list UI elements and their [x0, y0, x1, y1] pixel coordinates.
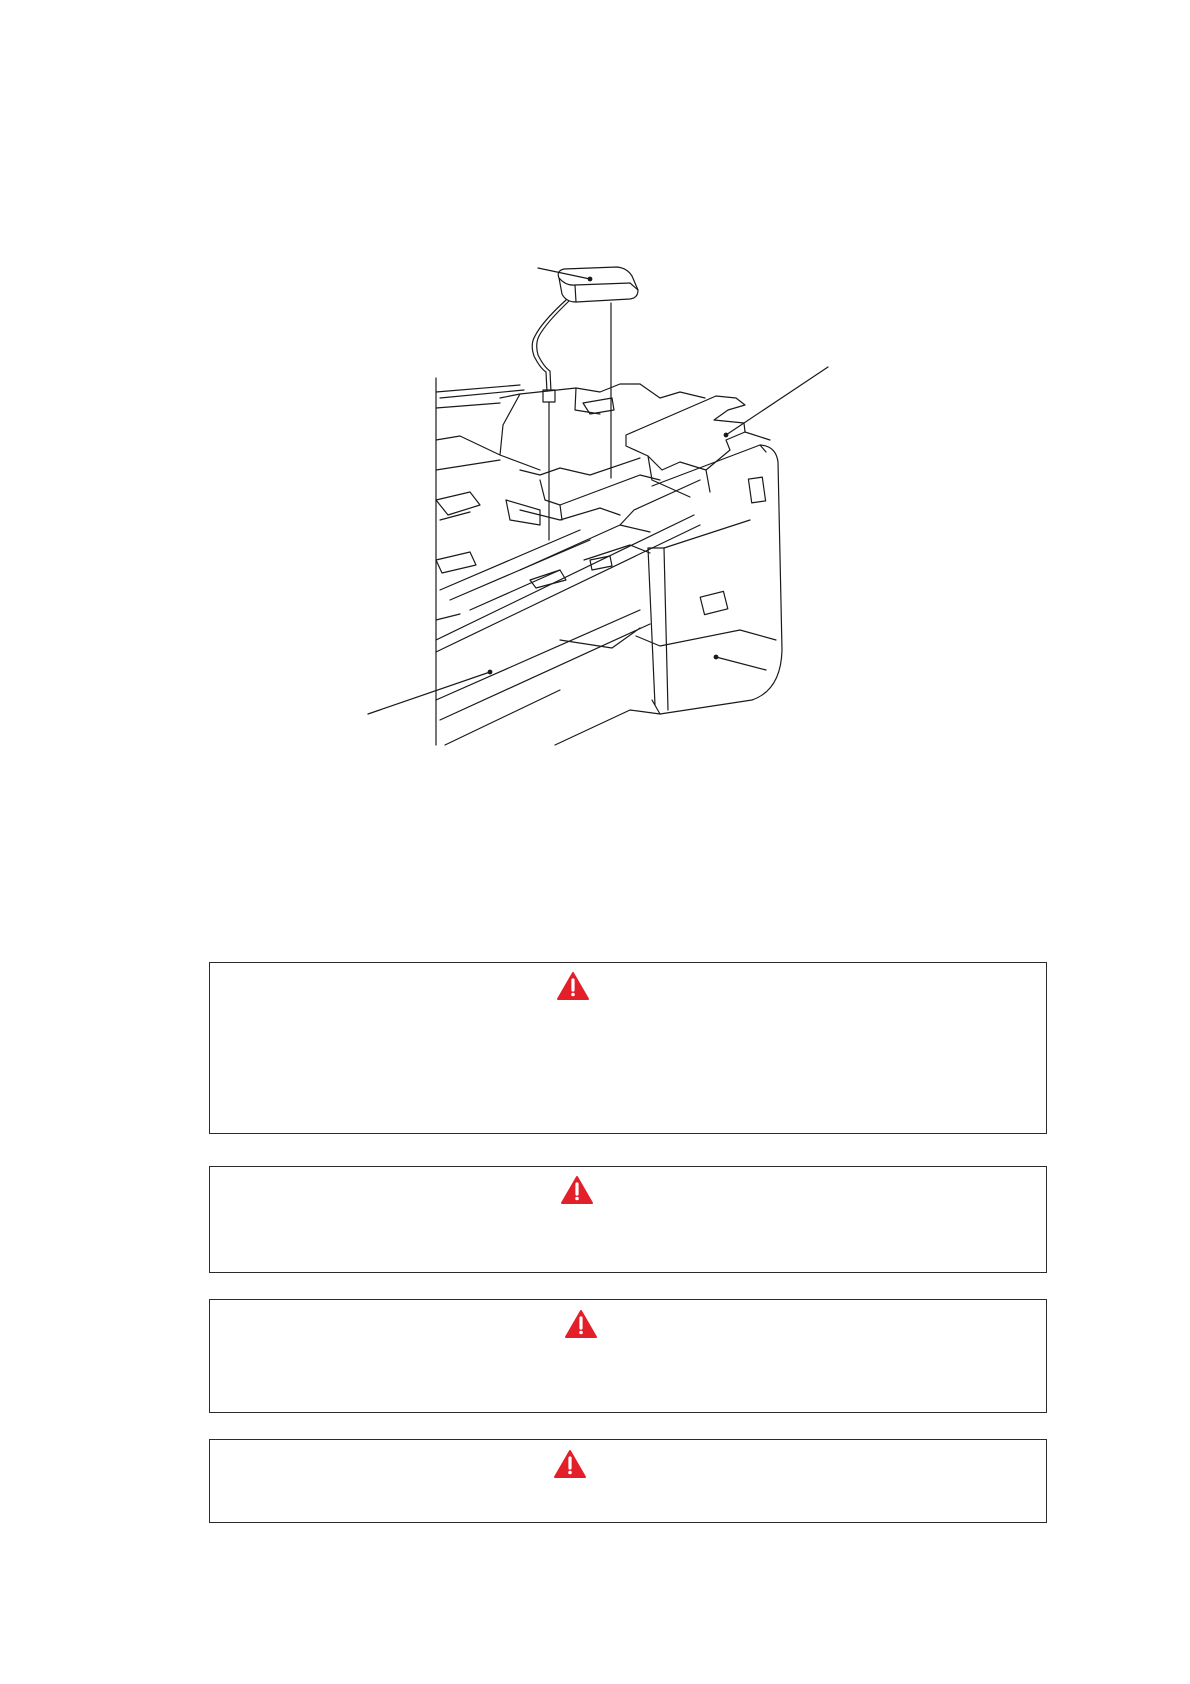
warning-triangle-icon — [553, 1449, 587, 1479]
warning-box — [209, 962, 1047, 1134]
battery-pack — [532, 267, 638, 540]
warning-box — [209, 1166, 1047, 1273]
warning-triangle-icon — [564, 1309, 598, 1339]
machine-body — [436, 378, 782, 745]
warning-box — [209, 1299, 1047, 1413]
warning-triangle-icon — [556, 971, 590, 1001]
warning-box — [209, 1439, 1047, 1523]
disassembly-figure — [0, 0, 1190, 800]
warning-triangle-icon — [560, 1175, 594, 1205]
